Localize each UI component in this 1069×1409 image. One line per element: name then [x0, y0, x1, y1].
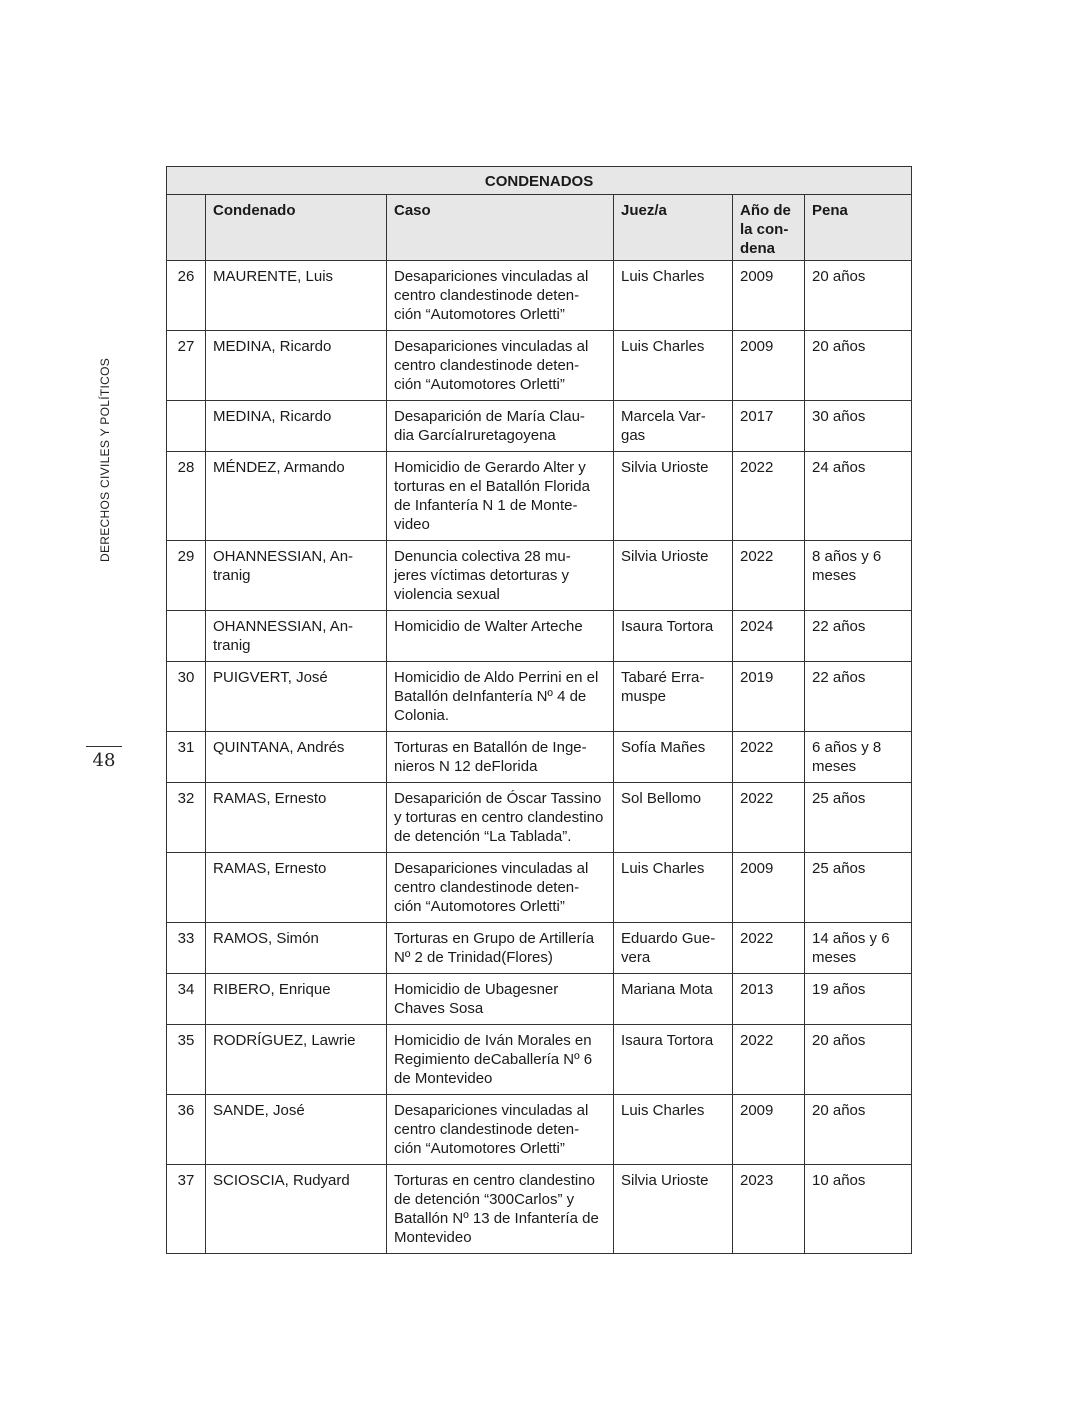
cell-condenado: OHANNESSIAN, An- tranig: [206, 611, 387, 662]
cell-pena: 20 años: [805, 1025, 912, 1095]
cell-anio: 2024: [733, 611, 805, 662]
cell-pena: 25 años: [805, 783, 912, 853]
table-row: [167, 974, 912, 1025]
cell-condenado: MEDINA, Ricardo: [206, 401, 387, 452]
page-number: 48: [92, 750, 116, 771]
cell-num: 29: [167, 541, 206, 611]
cell-caso: Desaparición de Óscar Tassino y torturas en centro clandestino de detención “La Tablada”.: [387, 783, 614, 853]
cell-pena: 19 años: [805, 974, 912, 1025]
cell-condenado: PUIGVERT, José: [206, 662, 387, 732]
cell-juez: Isaura Tortora: [614, 1025, 733, 1095]
cell-condenado: SANDE, José: [206, 1095, 387, 1165]
cell-condenado: RAMOS, Simón: [206, 923, 387, 974]
table-row: [167, 783, 912, 853]
cell-caso: Torturas en Batallón de Inge- nieros N 12 deFlorida: [387, 732, 614, 783]
table-row: [167, 1025, 912, 1095]
cell-num: 35: [167, 1025, 206, 1095]
cell-juez: Sol Bellomo: [614, 783, 733, 853]
cell-condenado: MÉNDEZ, Armando: [206, 452, 387, 541]
table-row: [167, 401, 912, 452]
cell-pena: 22 años: [805, 662, 912, 732]
cell-juez: Silvia Urioste: [614, 1165, 733, 1254]
cell-juez: Luis Charles: [614, 853, 733, 923]
cell-juez: Isaura Tortora: [614, 611, 733, 662]
cell-juez: Luis Charles: [614, 1095, 733, 1165]
cell-num: 28: [167, 452, 206, 541]
cell-condenado: SCIOSCIA, Rudyard: [206, 1165, 387, 1254]
cell-juez: Tabaré Erra- muspe: [614, 662, 733, 732]
header-pena: Pena: [805, 195, 912, 261]
cell-condenado: RIBERO, Enrique: [206, 974, 387, 1025]
table-title: CONDENADOS: [167, 167, 912, 195]
cell-anio: 2023: [733, 1165, 805, 1254]
table-row: [167, 662, 912, 732]
table-row: [167, 1165, 912, 1254]
cell-juez: Silvia Urioste: [614, 541, 733, 611]
convicted-table: [166, 166, 912, 1254]
table-row: [167, 452, 912, 541]
cell-pena: 20 años: [805, 1095, 912, 1165]
cell-caso: Desapariciones vinculadas al centro clandestinode deten- ción “Automotores Orletti”: [387, 853, 614, 923]
cell-pena: 14 años y 6 meses: [805, 923, 912, 974]
header-anio: Año de la con- dena: [733, 195, 805, 261]
cell-num: 37: [167, 1165, 206, 1254]
table-row: [167, 331, 912, 401]
cell-pena: 10 años: [805, 1165, 912, 1254]
cell-num: [167, 401, 206, 452]
cell-num: 27: [167, 331, 206, 401]
cell-num: [167, 611, 206, 662]
cell-anio: 2022: [733, 732, 805, 783]
header-condenado: Condenado: [206, 195, 387, 261]
cell-anio: 2019: [733, 662, 805, 732]
cell-caso: Torturas en centro clandestino de detención “300Carlos” y Batallón Nº 13 de Infantería de Montevideo: [387, 1165, 614, 1254]
cell-juez: Eduardo Gue- vera: [614, 923, 733, 974]
cell-num: 30: [167, 662, 206, 732]
cell-condenado: QUINTANA, Andrés: [206, 732, 387, 783]
cell-juez: Marcela Var- gas: [614, 401, 733, 452]
cell-pena: 24 años: [805, 452, 912, 541]
cell-anio: 2022: [733, 452, 805, 541]
cell-condenado: RAMAS, Ernesto: [206, 783, 387, 853]
table-row: [167, 923, 912, 974]
cell-condenado: RAMAS, Ernesto: [206, 853, 387, 923]
cell-num: 26: [167, 261, 206, 331]
cell-caso: Desaparición de María Clau- dia GarcíaIruretagoyena: [387, 401, 614, 452]
cell-anio: 2022: [733, 1025, 805, 1095]
cell-caso: Homicidio de Gerardo Alter y torturas en el Batallón Florida de Infantería N 1 de Monte- video: [387, 452, 614, 541]
cell-juez: Luis Charles: [614, 331, 733, 401]
cell-caso: Desapariciones vinculadas al centro clandestinode deten- ción “Automotores Orletti”: [387, 261, 614, 331]
cell-condenado: MAURENTE, Luis: [206, 261, 387, 331]
cell-condenado: RODRÍGUEZ, Lawrie: [206, 1025, 387, 1095]
cell-num: [167, 853, 206, 923]
table-row: [167, 611, 912, 662]
cell-anio: 2009: [733, 853, 805, 923]
cell-caso: Homicidio de Walter Arteche: [387, 611, 614, 662]
table-row: [167, 261, 912, 331]
page-number-rule: [86, 746, 122, 747]
cell-anio: 2022: [733, 783, 805, 853]
cell-num: 36: [167, 1095, 206, 1165]
cell-juez: Silvia Urioste: [614, 452, 733, 541]
cell-juez: Sofía Mañes: [614, 732, 733, 783]
cell-num: 34: [167, 974, 206, 1025]
cell-anio: 2022: [733, 923, 805, 974]
cell-pena: 20 años: [805, 331, 912, 401]
cell-pena: 30 años: [805, 401, 912, 452]
cell-pena: 8 años y 6 meses: [805, 541, 912, 611]
header-number: [167, 195, 206, 261]
cell-anio: 2017: [733, 401, 805, 452]
cell-condenado: MEDINA, Ricardo: [206, 331, 387, 401]
cell-pena: 22 años: [805, 611, 912, 662]
cell-pena: 6 años y 8 meses: [805, 732, 912, 783]
cell-juez: Luis Charles: [614, 261, 733, 331]
cell-caso: Denuncia colectiva 28 mu- jeres víctimas detorturas y violencia sexual: [387, 541, 614, 611]
cell-anio: 2013: [733, 974, 805, 1025]
cell-caso: Desapariciones vinculadas al centro clandestinode deten- ción “Automotores Orletti”: [387, 331, 614, 401]
cell-anio: 2009: [733, 331, 805, 401]
cell-anio: 2022: [733, 541, 805, 611]
cell-pena: 25 años: [805, 853, 912, 923]
cell-anio: 2009: [733, 261, 805, 331]
cell-num: 31: [167, 732, 206, 783]
cell-anio: 2009: [733, 1095, 805, 1165]
table-row: [167, 1095, 912, 1165]
table-row: [167, 853, 912, 923]
header-juez: Juez/a: [614, 195, 733, 261]
table-row: [167, 732, 912, 783]
cell-caso: Homicidio de Iván Morales en Regimiento deCaballería Nº 6 de Montevideo: [387, 1025, 614, 1095]
cell-juez: Mariana Mota: [614, 974, 733, 1025]
cell-pena: 20 años: [805, 261, 912, 331]
table-row: [167, 541, 912, 611]
cell-caso: Homicidio de Aldo Perrini en el Batallón deInfantería Nº 4 de Colonia.: [387, 662, 614, 732]
running-section-label: DERECHOS CIVILES Y POLÍTICOS: [98, 357, 112, 562]
cell-num: 33: [167, 923, 206, 974]
cell-caso: Torturas en Grupo de Artillería Nº 2 de Trinidad(Flores): [387, 923, 614, 974]
cell-condenado: OHANNESSIAN, An- tranig: [206, 541, 387, 611]
header-caso: Caso: [387, 195, 614, 261]
cell-caso: Homicidio de Ubagesner Chaves Sosa: [387, 974, 614, 1025]
cell-num: 32: [167, 783, 206, 853]
cell-caso: Desapariciones vinculadas al centro clandestinode deten- ción “Automotores Orletti”: [387, 1095, 614, 1165]
